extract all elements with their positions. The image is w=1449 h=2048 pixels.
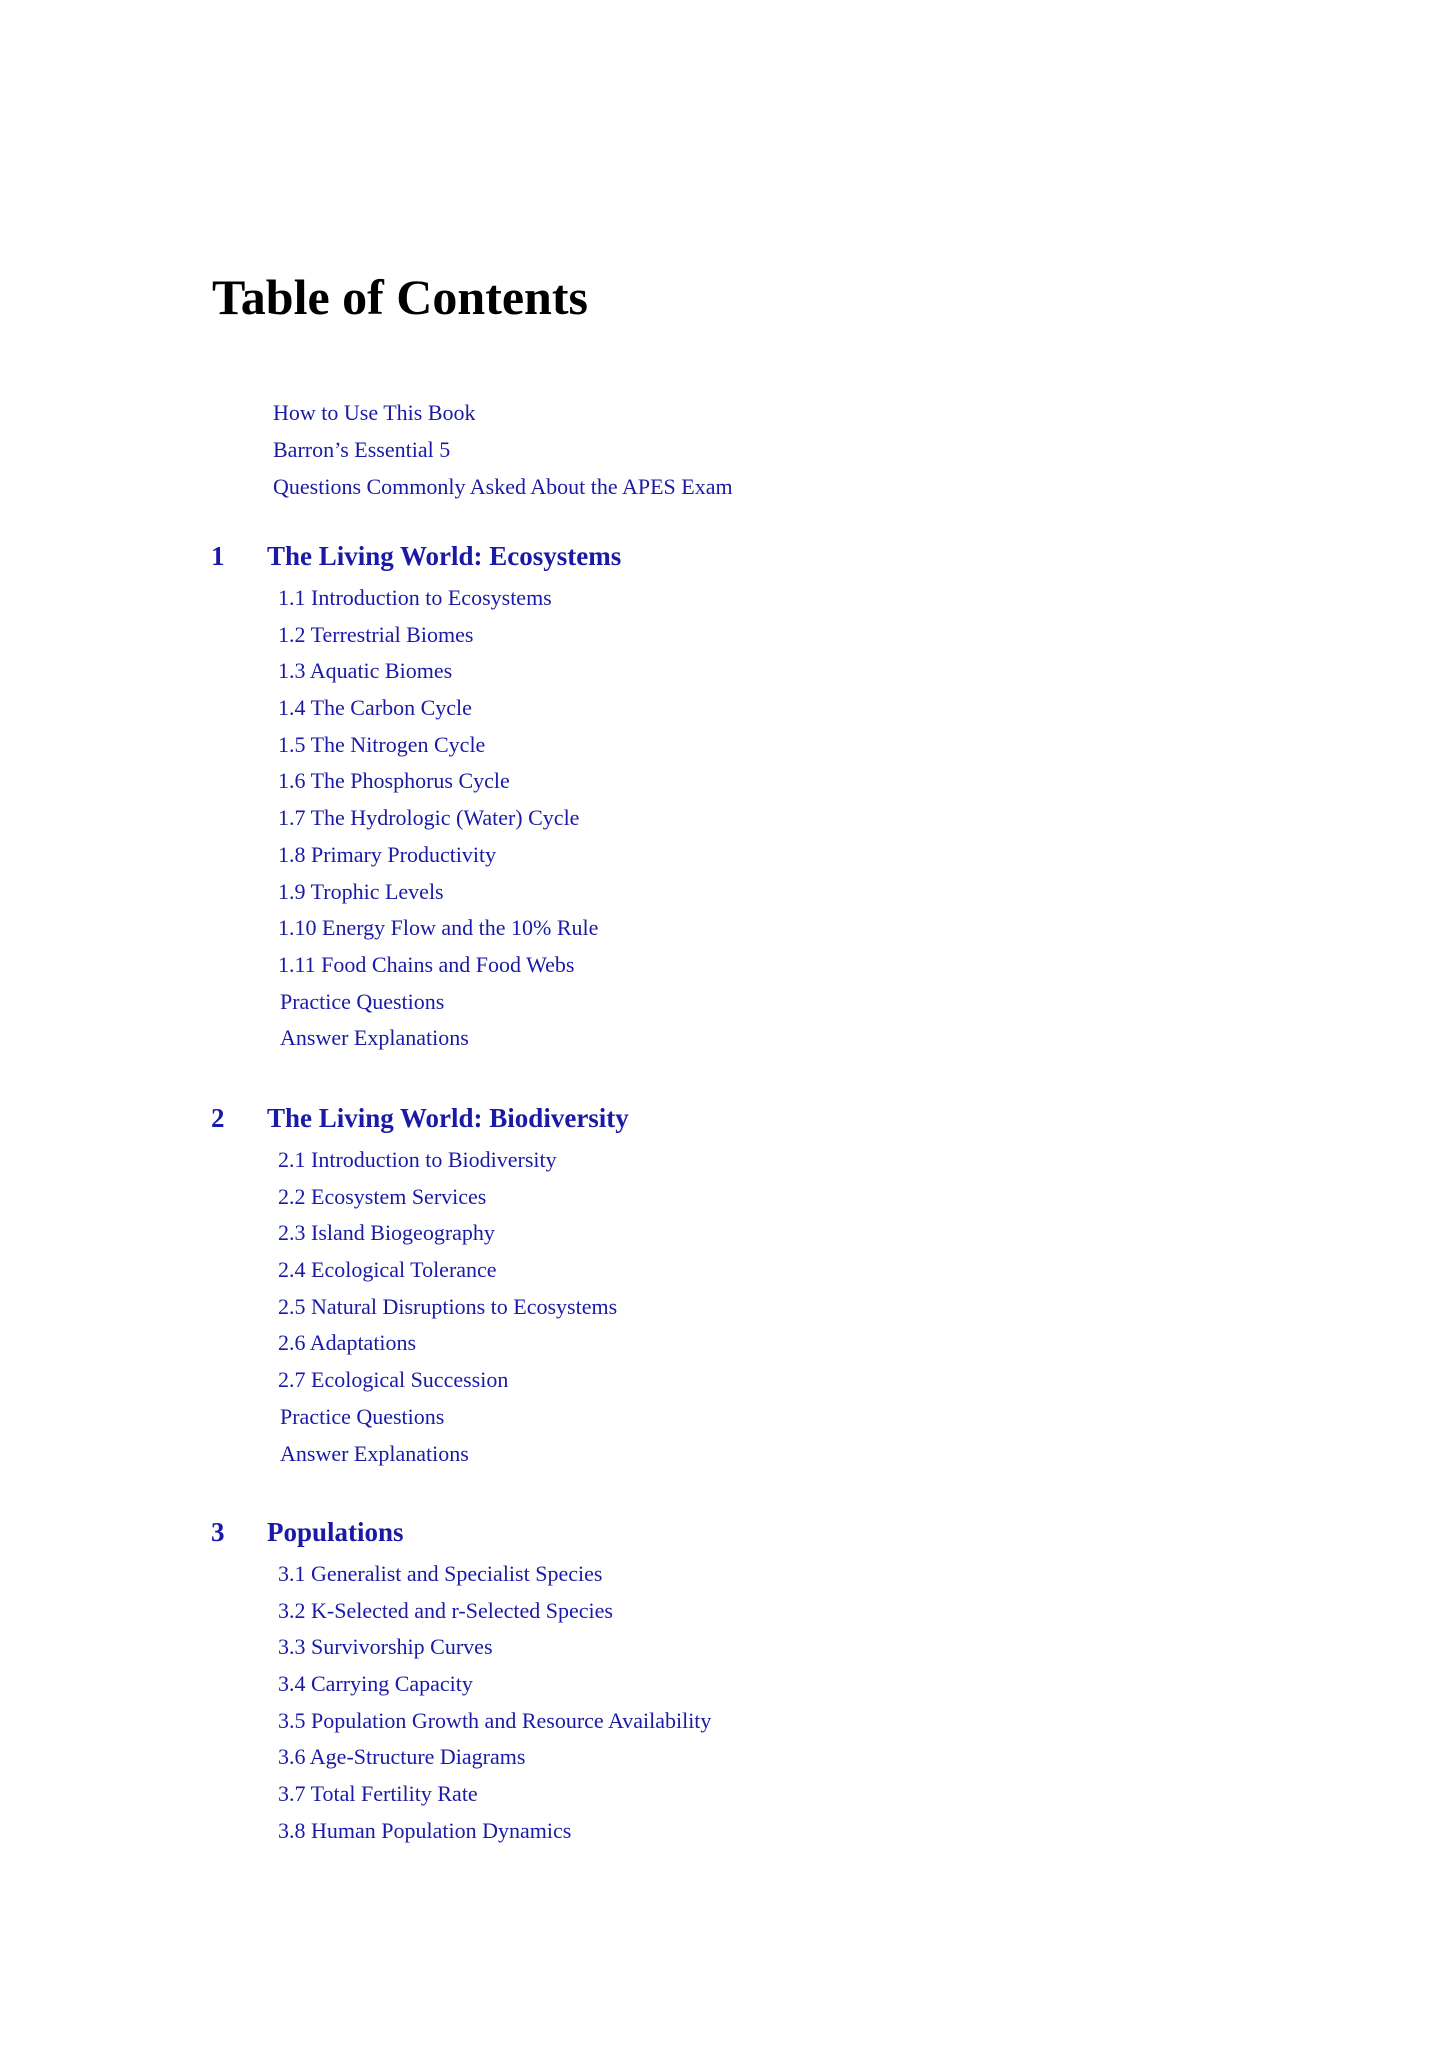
front-matter-link[interactable]: How to Use This Book: [273, 400, 476, 425]
section-item: [210, 1703, 1110, 1740]
section-link[interactable]: 1.1 Introduction to Ecosystems: [278, 585, 552, 610]
section-item: [210, 617, 1110, 654]
chapter-number: 2: [211, 1103, 225, 1133]
front-matter-item: [273, 468, 733, 505]
section-link[interactable]: 1.7 The Hydrologic (Water) Cycle: [278, 805, 580, 831]
section-item: [210, 653, 1110, 690]
section-item: [210, 1325, 1110, 1362]
answer-explanations-link[interactable]: Answer Explanations: [280, 1440, 469, 1466]
section-link[interactable]: 3.8 Human Population Dynamics: [278, 1817, 572, 1843]
section-item: [210, 1593, 1110, 1630]
section-link[interactable]: 1.3 Aquatic Biomes: [278, 658, 453, 684]
section-item: [210, 1776, 1110, 1813]
section-link[interactable]: 1.4 The Carbon Cycle: [278, 695, 472, 721]
section-link[interactable]: 2.3 Island Biogeography: [278, 1220, 495, 1246]
section-item: [210, 727, 1110, 764]
section-link[interactable]: 3.1 Generalist and Specialist Species: [278, 1561, 603, 1586]
section-list: [210, 1142, 1110, 1472]
section-link[interactable]: 1.6 The Phosphorus Cycle: [278, 768, 510, 794]
chapter-number: 3: [211, 1517, 225, 1547]
section-list: [210, 580, 1110, 1057]
section-list: [210, 1556, 1110, 1850]
page-title: Table of Contents: [212, 269, 588, 325]
section-item: [210, 1666, 1110, 1703]
section-link[interactable]: 2.6 Adaptations: [278, 1330, 417, 1356]
section-item: [210, 1362, 1110, 1399]
front-matter-item: [273, 431, 733, 468]
section-link[interactable]: 3.4 Carrying Capacity: [278, 1671, 473, 1697]
chapter-title-link[interactable]: Populations: [267, 1517, 404, 1547]
chapter-title-link[interactable]: The Living World: Biodiversity: [267, 1103, 629, 1133]
section-link[interactable]: 3.5 Population Growth and Resource Availability: [278, 1707, 712, 1733]
front-matter-link[interactable]: Questions Commonly Asked About the APES Exam: [273, 474, 733, 499]
section-link[interactable]: 1.8 Primary Productivity: [278, 841, 497, 867]
section-link[interactable]: 1.5 The Nitrogen Cycle: [278, 731, 486, 757]
section-item: [210, 1629, 1110, 1666]
section-link[interactable]: 2.4 Ecological Tolerance: [278, 1257, 497, 1283]
section-link[interactable]: 1.11 Food Chains and Food Webs: [278, 951, 575, 977]
chapter-heading: [210, 1512, 1110, 1552]
answer-explanations-link[interactable]: Answer Explanations: [280, 1025, 469, 1051]
chapter-2: [210, 1098, 1110, 1472]
section-item: [210, 837, 1110, 874]
chapter-3: [210, 1512, 1110, 1850]
section-link[interactable]: 3.2 K-Selected and r-Selected Species: [278, 1597, 613, 1623]
practice-questions-link[interactable]: Practice Questions: [280, 988, 445, 1014]
section-item: [210, 1252, 1110, 1289]
section-link[interactable]: 3.7 Total Fertility Rate: [278, 1781, 478, 1807]
section-item: [210, 763, 1110, 800]
chapter-heading: [210, 1098, 1110, 1138]
chapter-heading: [210, 536, 1110, 576]
section-item: [210, 984, 1110, 1021]
section-link[interactable]: 1.9 Trophic Levels: [278, 878, 444, 904]
section-item: [210, 1289, 1110, 1326]
section-link[interactable]: 3.3 Survivorship Curves: [278, 1634, 493, 1660]
section-item: [210, 1399, 1110, 1436]
section-item: [210, 874, 1110, 911]
section-item: [210, 1020, 1110, 1057]
section-item: [210, 1813, 1110, 1850]
section-item: [210, 1556, 1110, 1593]
section-item: [210, 1142, 1110, 1179]
section-item: [210, 1739, 1110, 1776]
section-item: [210, 1215, 1110, 1252]
front-matter-link[interactable]: Barron’s Essential 5: [273, 437, 451, 462]
section-item: [210, 580, 1110, 617]
section-link[interactable]: 1.10 Energy Flow and the 10% Rule: [278, 915, 599, 941]
chapter-title-link[interactable]: The Living World: Ecosystems: [267, 541, 622, 571]
section-item: [210, 1436, 1110, 1473]
section-item: [210, 690, 1110, 727]
section-item: [210, 947, 1110, 984]
front-matter-list: [273, 394, 733, 505]
section-item: [210, 1179, 1110, 1216]
section-link[interactable]: 2.2 Ecosystem Services: [278, 1183, 487, 1209]
chapter-number: 1: [211, 541, 225, 571]
section-item: [210, 910, 1110, 947]
section-link[interactable]: 3.6 Age-Structure Diagrams: [278, 1744, 526, 1770]
section-link[interactable]: 1.2 Terrestrial Biomes: [278, 621, 474, 647]
section-link[interactable]: 2.5 Natural Disruptions to Ecosystems: [278, 1293, 618, 1319]
front-matter-item: [273, 394, 733, 431]
chapter-1: [210, 536, 1110, 1057]
section-item: [210, 800, 1110, 837]
section-link[interactable]: 2.1 Introduction to Biodiversity: [278, 1147, 557, 1172]
practice-questions-link[interactable]: Practice Questions: [280, 1403, 445, 1429]
section-link[interactable]: 2.7 Ecological Succession: [278, 1367, 509, 1393]
